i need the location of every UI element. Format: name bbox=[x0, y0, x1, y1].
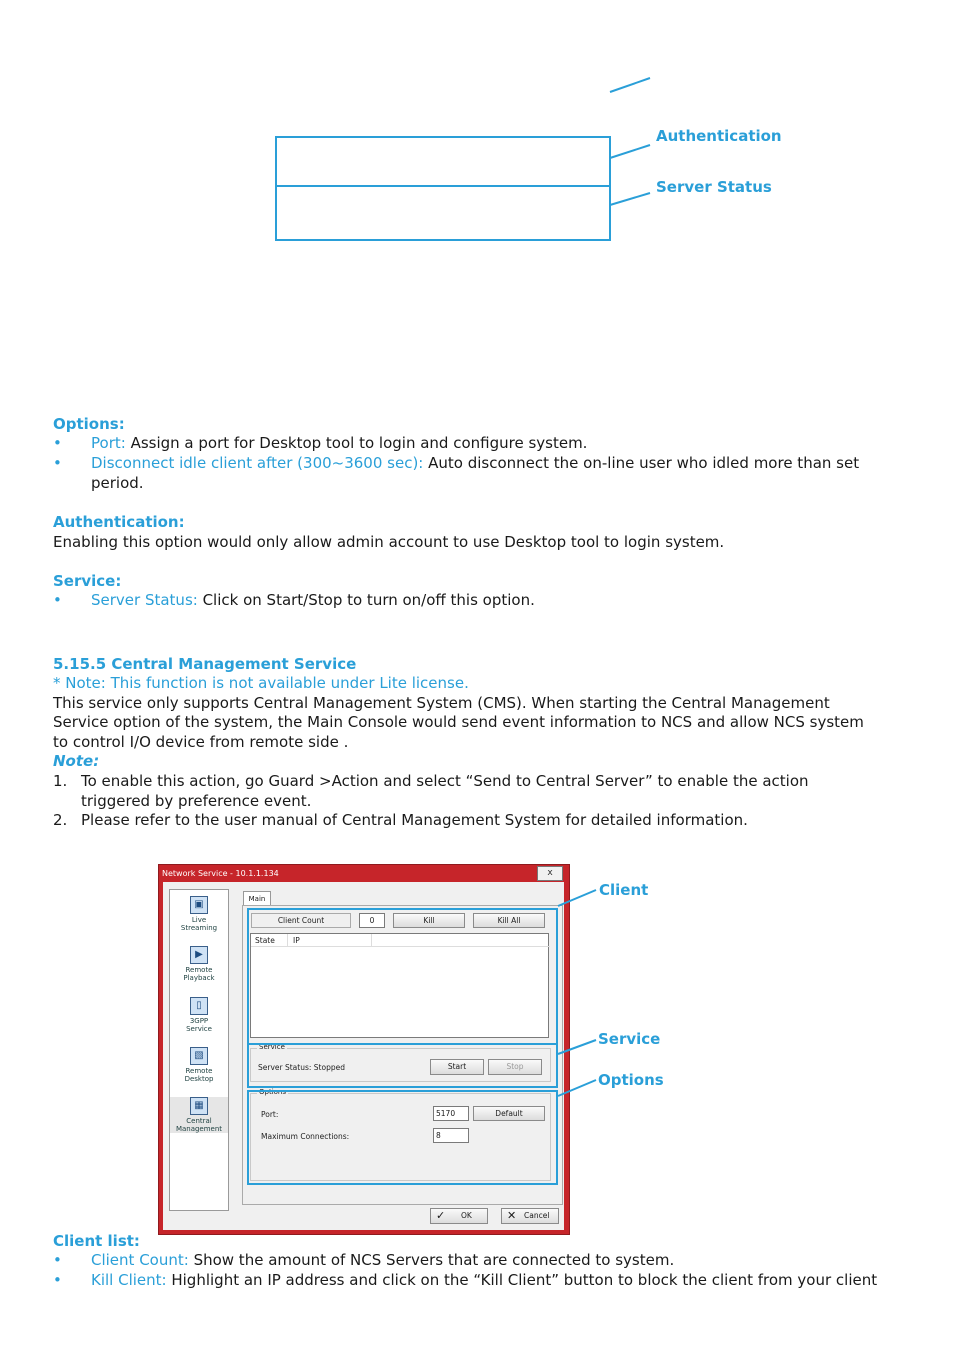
sidebar-label: Remote bbox=[185, 1067, 213, 1075]
tab-main[interactable]: Main bbox=[243, 891, 271, 906]
max-connections-label: Maximum Connections: bbox=[261, 1132, 350, 1141]
bullet: • bbox=[53, 591, 62, 609]
remote-desktop-icon: ▧ bbox=[190, 1047, 208, 1065]
lite-license-note: * Note: This function is not available under Lite license. bbox=[53, 674, 469, 692]
options-item-port bbox=[53, 434, 913, 454]
cancel-button[interactable] bbox=[501, 1208, 559, 1224]
sidebar-label: Central bbox=[186, 1117, 212, 1125]
start-button[interactable]: Start bbox=[430, 1059, 484, 1075]
ok-button[interactable] bbox=[430, 1208, 488, 1224]
sidebar-label: Remote bbox=[185, 966, 213, 974]
sidebar-label: Service bbox=[186, 1025, 212, 1033]
options-item-disconnect bbox=[53, 454, 913, 474]
3gpp-service-icon: ▯ bbox=[190, 997, 208, 1015]
disconnect-label: Disconnect idle client after (300~3600 sec): bbox=[91, 454, 424, 472]
cms-paragraph-line-1: This service only supports Central Management System (CMS). When starting the Central Management bbox=[53, 694, 830, 712]
sidebar-label: Management bbox=[175, 1125, 223, 1133]
cms-heading: 5.15.5 Central Management Service bbox=[53, 655, 357, 673]
authentication-highlight-box bbox=[275, 136, 611, 187]
server-status-text: Server Status: Stopped bbox=[258, 1063, 345, 1072]
server-status-text: Click on Start/Stop to turn on/off this option. bbox=[197, 591, 535, 609]
port-label: Port: bbox=[261, 1110, 279, 1119]
client-callout: Client bbox=[599, 881, 649, 899]
sidebar-label: 3GPP bbox=[189, 1017, 209, 1025]
max-connections-input[interactable]: 8 bbox=[433, 1128, 469, 1143]
default-button[interactable]: Default bbox=[473, 1106, 545, 1121]
kill-button[interactable]: Kill bbox=[393, 913, 465, 928]
client-list-heading: Client list: bbox=[53, 1232, 140, 1250]
live-streaming-icon: ▣ bbox=[190, 896, 208, 914]
kill-client-text: Highlight an IP address and click on the “Kill Client” button to block the client from your client bbox=[166, 1271, 878, 1289]
step-1-line-2: triggered by preference event. bbox=[81, 792, 312, 810]
list-header-state: State bbox=[255, 936, 275, 945]
bullet: • bbox=[53, 1251, 62, 1269]
disconnect-text-line2: period. bbox=[91, 474, 144, 492]
step-1-line-1: To enable this action, go Guard >Action and select “Send to Central Server” to enable the action bbox=[81, 772, 809, 790]
options-group-label: Options bbox=[259, 1088, 287, 1096]
authentication-callout: Authentication bbox=[656, 127, 782, 145]
client-list-item-kill bbox=[53, 1271, 913, 1291]
server-status-highlight-box bbox=[275, 185, 611, 241]
options-heading: Options: bbox=[53, 415, 125, 433]
check-icon: ✓ bbox=[436, 1209, 446, 1222]
service-item-server-status bbox=[53, 591, 913, 611]
x-icon: ✕ bbox=[507, 1209, 517, 1222]
step-2-number: 2. bbox=[53, 811, 68, 829]
server-status-label: Server Status: bbox=[91, 591, 198, 609]
authentication-heading: Authentication: bbox=[53, 513, 185, 531]
close-button[interactable]: x bbox=[537, 866, 563, 881]
cms-paragraph-line-3: to control I/O device from remote side . bbox=[53, 733, 349, 751]
remote-playback-icon: ▶ bbox=[190, 946, 208, 964]
disconnect-text: Auto disconnect the on-line user who idled more than set bbox=[423, 454, 860, 472]
port-label: Port: bbox=[91, 434, 126, 452]
client-count-label-text: Client Count: bbox=[91, 1251, 189, 1269]
central-management-icon: ▦ bbox=[190, 1097, 208, 1115]
kill-client-label: Kill Client: bbox=[91, 1271, 167, 1289]
step-1-number: 1. bbox=[53, 772, 68, 790]
client-count-text: Show the amount of NCS Servers that are connected to system. bbox=[188, 1251, 675, 1269]
client-count-field: 0 bbox=[359, 913, 385, 928]
ok-label: OK bbox=[461, 1211, 472, 1220]
service-group-label: Service bbox=[259, 1043, 285, 1051]
cms-paragraph-line-2: Service option of the system, the Main Console would send event information to NCS and allow NCS system bbox=[53, 713, 864, 731]
client-count-label: Client Count bbox=[251, 913, 351, 928]
sidebar-label: Streaming bbox=[180, 924, 218, 932]
note-heading: Note: bbox=[53, 752, 100, 770]
port-text: Assign a port for Desktop tool to login and configure system. bbox=[125, 434, 588, 452]
client-list-item-count bbox=[53, 1251, 913, 1271]
server-status-callout: Server Status bbox=[656, 178, 772, 196]
port-input[interactable]: 5170 bbox=[433, 1106, 469, 1121]
service-heading: Service: bbox=[53, 572, 122, 590]
sidebar-label: Desktop bbox=[184, 1075, 214, 1083]
sidebar-label: Live bbox=[191, 916, 207, 924]
window-callout-lines bbox=[0, 860, 954, 1120]
authentication-text: Enabling this option would only allow admin account to use Desktop tool to login system. bbox=[53, 533, 725, 551]
cancel-label: Cancel bbox=[524, 1211, 550, 1220]
service-callout: Service bbox=[598, 1030, 661, 1048]
list-header-ip: IP bbox=[293, 936, 300, 945]
kill-all-button[interactable]: Kill All bbox=[473, 913, 545, 928]
bullet: • bbox=[53, 454, 62, 472]
bullet: • bbox=[53, 1271, 62, 1289]
stop-button[interactable]: Stop bbox=[488, 1059, 542, 1075]
sidebar-label: Playback bbox=[183, 974, 215, 982]
bullet: • bbox=[53, 434, 62, 452]
options-callout: Options bbox=[598, 1071, 664, 1089]
step-2-line-1: Please refer to the user manual of Central Management System for detailed information. bbox=[81, 811, 748, 829]
window-title: Network Service - 10.1.1.134 bbox=[162, 869, 279, 878]
